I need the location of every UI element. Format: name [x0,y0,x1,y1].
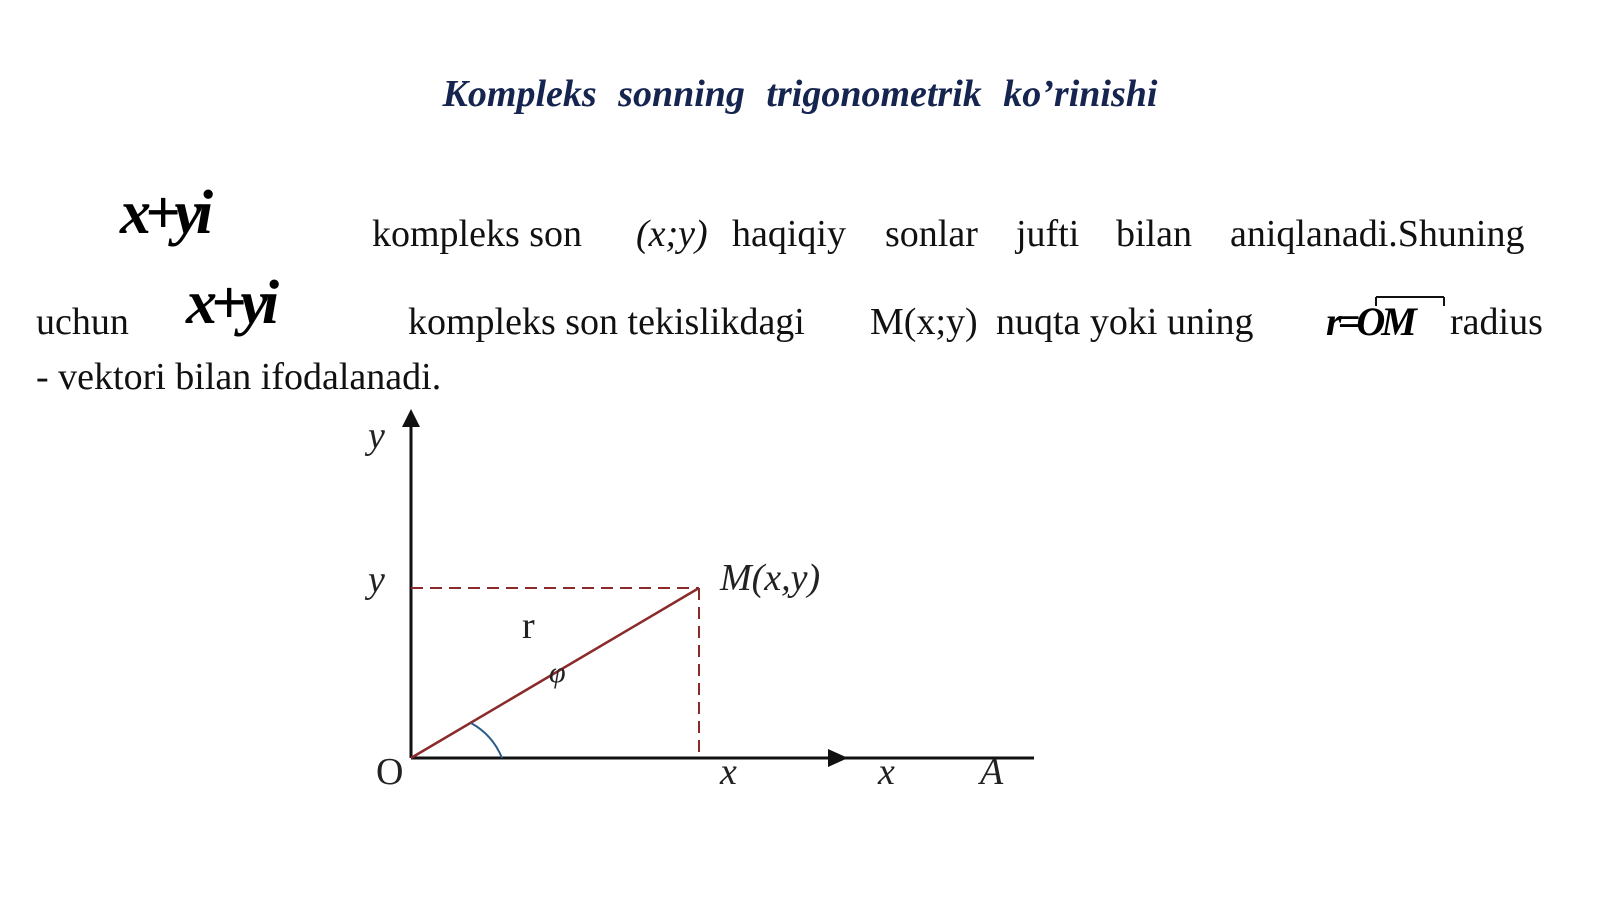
formula-x-plus-yi-2: x+yi [186,269,274,337]
page-title: Kompleks sonning trigonometrik ko’rinishi [442,73,1158,115]
text-bilan: bilan [1116,213,1192,255]
text-pair-xy: (x;y) [636,213,708,255]
angle-arc [471,723,502,758]
text-radius: radius [1450,301,1543,343]
y-axis-arrow [402,409,420,427]
text-uchun: uchun [36,301,129,343]
origin-label: O [376,751,404,793]
angle-label: φ [549,656,566,689]
radius-label: r [522,605,535,647]
text-kompleks-son: kompleks son [372,213,583,255]
point-label-m: M(x,y) [720,557,821,599]
formula-r-vector: r=OM [1326,299,1413,344]
axis-label-x: x [878,751,895,793]
text-nuqta-yoki-uning: nuqta yoki uning [996,301,1254,343]
text-haqiqiy: haqiqiy [732,213,846,255]
x-axis-arrow [828,749,848,767]
tick-label-y: y [368,559,385,601]
vector-overbar [1376,297,1444,306]
text-jufti: jufti [1016,213,1080,255]
text-point-m: M(x;y) [870,301,978,343]
formula-x-plus-yi: x+yi [120,179,208,247]
text-kompleks-son-tekislikdagi: kompleks son tekislikdagi [408,301,805,343]
text-sonlar: sonlar [885,213,978,255]
tick-label-x: x [720,751,737,793]
point-label-a: A [980,751,1004,793]
axis-label-y: y [368,415,385,457]
text-vektori: - vektori bilan ifodalanadi. [36,356,442,398]
text-aniqlanadi: aniqlanadi.Shuning [1230,213,1525,255]
